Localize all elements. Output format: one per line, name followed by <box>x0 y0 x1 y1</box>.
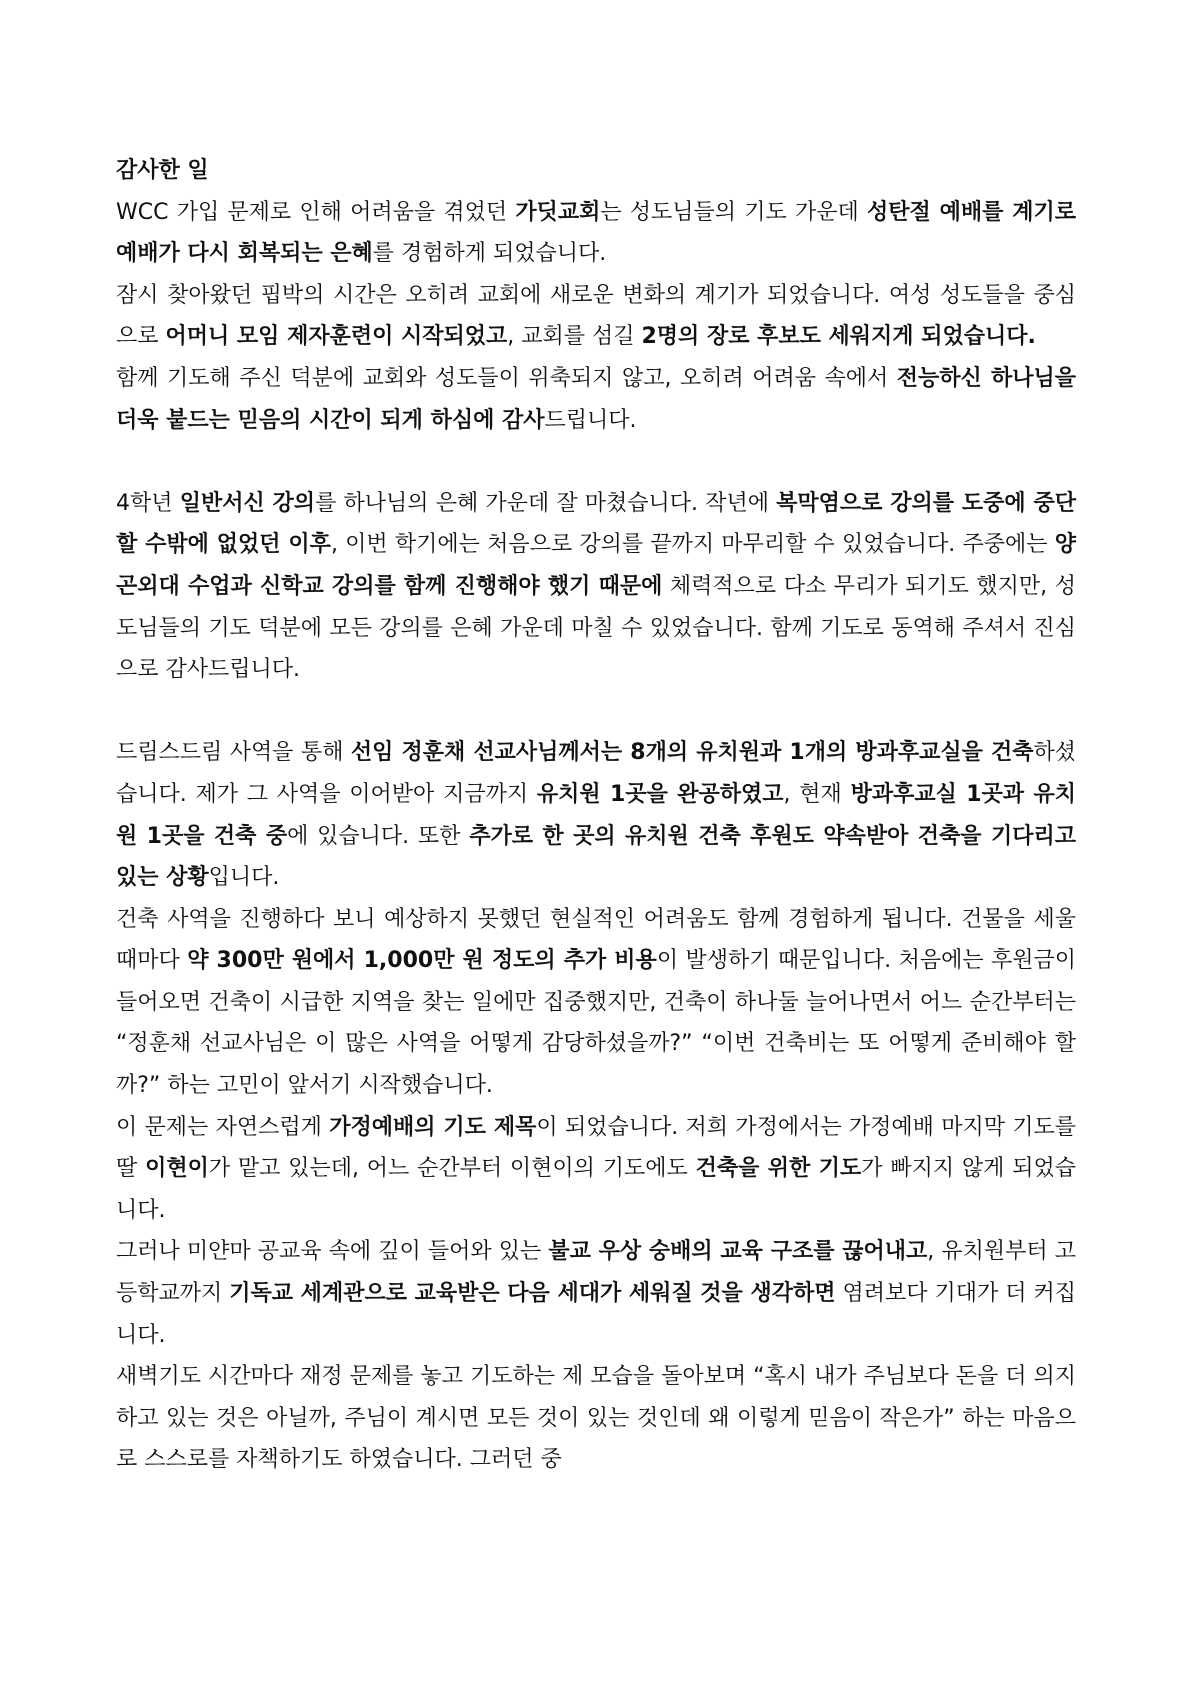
text-run: 이 발생하기 때문입니다. 처음에는 후원금이 들어오면 건축이 시급한 지역을 찾는 일에만 집중했지만, 건축이 하나둘 늘어나면서 어느 순간부터는 “정훈채 선교사님은 이 많은 사역을 어떻게 감당하셨을까?” “이번 건축비는 또 어떻게 준비해야 할까?” 하는 고민이 앞서기 시작했습니다. <box>116 948 1077 1099</box>
bold-text: 성탄절 예배를 계기로 예배가 다시 회복되는 은혜 <box>116 199 1077 267</box>
bold-text: 양곤외대 수업과 신학교 강의를 함께 진행해야 했기 때문에 <box>116 532 1077 599</box>
paragraph <box>116 899 1076 1107</box>
bold-text: 방과후교실 1곳과 유치원 1곳을 건축 중 <box>116 781 1076 849</box>
paragraph-gap <box>116 441 1076 483</box>
bold-text: 전능하신 하나님을 더욱 붙드는 믿음의 시간이 되게 하심에 감사 <box>116 365 1076 433</box>
bold-text: 가딧교회 <box>515 199 601 225</box>
text-run: , 교회를 섬길 <box>507 324 642 350</box>
text-run: 염려보다 기대가 더 커집니다. <box>116 1281 1076 1348</box>
text-run: 가 맡고 있는데, 어느 순간부터 이현이의 기도에도 <box>208 1156 696 1182</box>
text-run: 에 있습니다. 또한 <box>287 823 470 849</box>
section-heading: 감사한 일 <box>116 158 209 183</box>
bold-text: 가정예배의 기도 제목 <box>329 1114 537 1140</box>
bold-text: 유치원 1곳을 완공하였고 <box>536 781 784 807</box>
text-run: 를 하나님의 은혜 가운데 잘 마쳤습니다. 작년에 <box>315 490 777 516</box>
bold-text: 이현이 <box>145 1156 209 1182</box>
bold-text: 건축을 위한 기도 <box>695 1156 862 1182</box>
text-run: , 유치원부터 고등학교까지 <box>116 1239 1076 1307</box>
text-run: 드립니다. <box>544 407 637 433</box>
bold-text: 2명의 장로 후보도 세워지게 되었습니다. <box>641 324 1036 350</box>
text-run: 체력적으로 다소 무리가 되기도 했지만, 성도님들의 기도 덕분에 모든 강의를 은혜 가운데 마칠 수 있었습니다. 함께 기도로 동역해 주셔서 진심으로 감사드립니다. <box>116 573 1076 683</box>
text-run: 함께 기도해 주신 덕분에 교회와 성도들이 위축되지 않고, 오히려 어려움 속에서 <box>116 365 897 391</box>
paragraph <box>116 1107 1076 1232</box>
text-run: 그러나 미얀마 공교육 속에 깊이 들어와 있는 <box>116 1239 549 1265</box>
text-run: 하셨습니다. 제가 그 사역을 이어받아 지금까지 <box>116 740 1076 807</box>
paragraph <box>116 275 1076 358</box>
text-run: , 이번 학기에는 처음으로 강의를 끝까지 마무리할 수 있었습니다. 주중에는 <box>330 532 1055 558</box>
text-run: 입니다. <box>208 865 280 891</box>
text-run: 건축 사역을 진행하다 보니 예상하지 못했던 현실적인 어려움도 함께 경험하게 됩니다. 건물을 세울 때마다 <box>116 906 1076 974</box>
paragraph <box>116 483 1076 691</box>
text-run: 4학년 <box>116 490 180 516</box>
paragraph <box>116 732 1076 898</box>
text-run: 가 빠지지 않게 되었습니다. <box>116 1156 1077 1223</box>
paragraph <box>116 1231 1076 1356</box>
paragraph <box>116 1356 1076 1481</box>
document-page <box>116 150 1076 1481</box>
text-run: 잠시 찾아왔던 핍박의 시간은 오히려 교회에 새로운 변화의 계기가 되었습니다. 여성 성도들을 중심으로 <box>116 282 1076 350</box>
bold-text: 어머니 모임 제자훈련이 시작되었고 <box>165 324 508 350</box>
bold-text: 약 300만 원에서 1,000만 원 정도의 추가 비용 <box>187 948 657 974</box>
text-run: 드림스드림 사역을 통해 <box>116 740 351 766</box>
bold-text: 복막염으로 강의를 도중에 중단할 수밖에 없었던 이후 <box>116 490 1076 558</box>
text-run: 는 성도님들의 기도 가운데 <box>600 199 867 225</box>
text-run: 이 문제는 자연스럽게 <box>116 1114 330 1140</box>
text-run: 새벽기도 시간마다 재정 문제를 놓고 기도하는 제 모습을 돌아보며 “혹시 내가 주님보다 돈을 더 의지하고 있는 것은 아닐까, 주님이 계시면 모든 것이 있는 것인데 왜 이렇게 믿음이 작은가” 하는 마음으로 스스로를 자책하기도 하였습니다. 그러던 중 <box>116 1364 1076 1473</box>
text-run: , 현재 <box>783 781 851 807</box>
text-run: WCC 가입 문제로 인해 어려움을 겪었던 <box>116 199 516 225</box>
text-run: 를 경험하게 되었습니다. <box>372 241 607 267</box>
bold-text: 불교 우상 숭배의 교육 구조를 끊어내고 <box>548 1239 928 1265</box>
paragraph <box>116 358 1076 441</box>
paragraph-gap <box>116 691 1076 733</box>
bold-text: 추가로 한 곳의 유치원 건축 후원도 약속받아 건축을 기다리고 있는 상황 <box>116 823 1076 891</box>
paragraph <box>116 192 1076 275</box>
bold-text: 일반서신 강의 <box>179 490 316 516</box>
bold-text: 기독교 세계관으로 교육받은 다음 세대가 세워질 것을 생각하면 <box>229 1281 836 1307</box>
text-run: 이 되었습니다. 저희 가정에서는 가정예배 마지막 기도를 딸 <box>116 1114 1077 1182</box>
document-body <box>116 192 1076 1481</box>
bold-text: 선임 정훈채 선교사님께서는 8개의 유치원과 1개의 방과후교실을 건축 <box>350 740 1034 766</box>
